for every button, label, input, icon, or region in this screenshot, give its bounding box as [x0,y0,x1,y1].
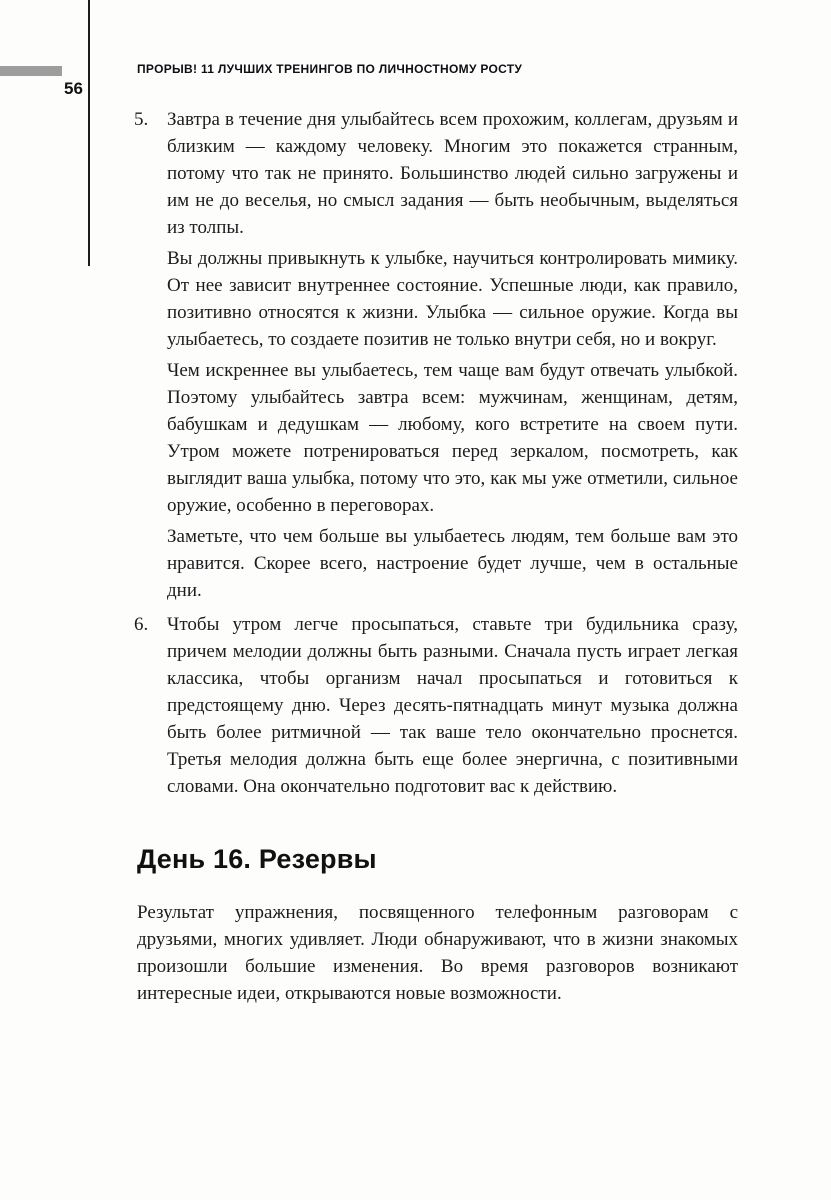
section-heading: День 16. Резервы [137,844,377,874]
paragraph: Чтобы утром легче просыпаться, ставьте три будильника сразу, причем мелодии должны быть разными. Сначала пусть играет легкая классика, чтобы организм начал просыпаться и готовиться к предстоящему дню. Через десять-пятнадцать минут музыка должна быть более ритмичной — так ваше тело окончательно проснется. Третья мелодия должна быть еще более энергична, с позитивными словами. Она окончательно подготовит вас к действию. [167,614,738,797]
list-item-6 [134,611,738,800]
paragraph: Результат упражнения, посвященного телефонным разговорам с друзьями, многих удивляет. Люди обнаруживают, что в жизни знакомых произошли большие изменения. Во время разговоров возникают интересные идеи, открываются новые возможности. [137,902,738,1004]
paragraph: Заметьте, что чем больше вы улыбаетесь людям, тем больше вам это нравится. Скорее всего, настроение будет лучше, чем в остальные дни. [167,526,738,601]
paragraph: Завтра в течение дня улыбайтесь всем прохожим, коллегам, друзьям и близким — каждому человеку. Многим это покажется странным, потому что так не принято. Большинство людей сильно загружены и им не до веселья, но смысл задания — быть необычным, выделяться из толпы. [167,109,738,238]
list-item-number: 6. [134,614,149,635]
paragraph: Вы должны привыкнуть к улыбке, научиться контролировать мимику. От нее зависит внутреннее состояние. Успешные люди, как правило, позитивно относятся к жизни. Улыбка — сильное оружие. Когда вы улыбаетесь, то создаете позитив не только внутри себя, но и вокруг. [167,248,738,350]
paragraph: Чем искреннее вы улыбаетесь, тем чаще вам будут отвечать улыбкой. Поэтому улыбайтесь завтра всем: мужчинам, женщинам, детям, бабушкам и дедушкам — любому, кого встретите на своем пути. Утром можете потренироваться перед зеркалом, посмотреть, как выглядит ваша улыбка, потому что это, как мы уже отметили, сильное оружие, особенно в переговорах. [167,360,738,516]
page-content [134,106,738,1011]
list-item-5 [134,106,738,604]
page-number: 56 [64,79,83,98]
margin-bar [0,66,62,76]
margin-rule [88,0,90,266]
running-header: ПРОРЫВ! 11 ЛУЧШИХ ТРЕНИНГОВ ПО ЛИЧНОСТНОМУ РОСТУ [137,62,523,76]
list-item-number: 5. [134,109,149,130]
